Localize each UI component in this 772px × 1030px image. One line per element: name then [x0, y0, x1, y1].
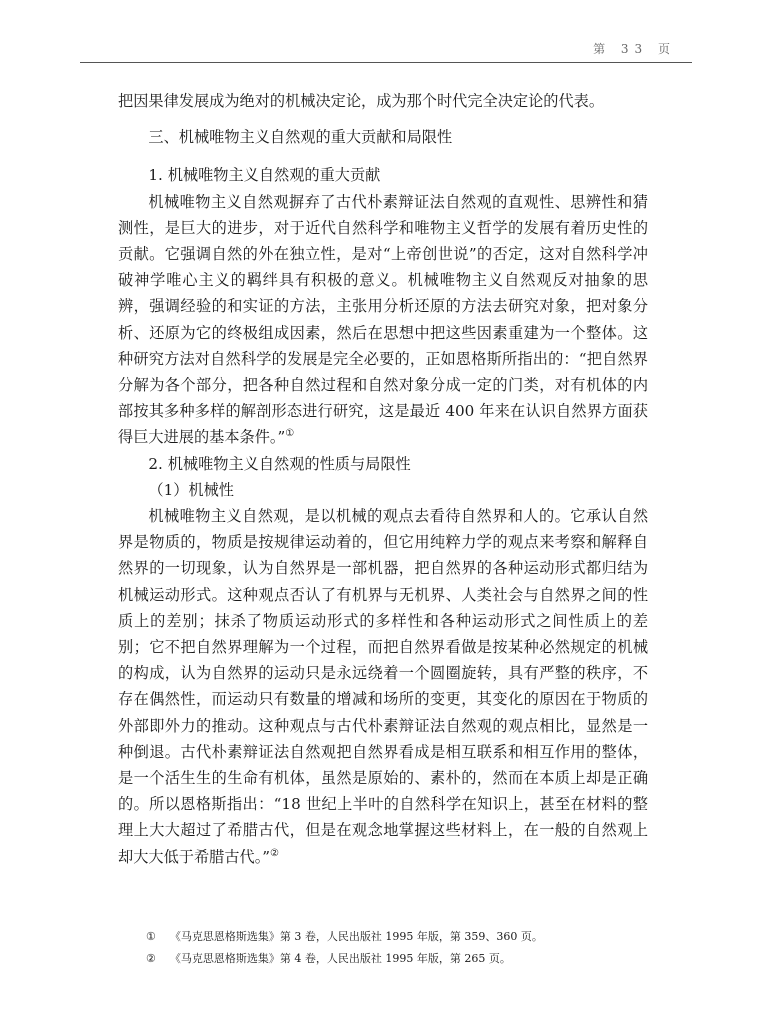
footnotes: [146, 926, 543, 970]
footnote-ref-2: ②: [270, 847, 280, 859]
section-title: 三、机械唯物主义自然观的重大贡献和局限性: [148, 128, 453, 147]
footnote-2: [146, 948, 543, 970]
page-header: [80, 40, 692, 63]
paragraph-intro: 把因果律发展成为绝对的机械决定论，成为那个时代完全决定论的代表。: [118, 92, 604, 110]
paragraph-contributions: [118, 189, 648, 451]
page-number: 第 33 页: [593, 42, 676, 56]
paragraph-mechanical: [118, 503, 648, 870]
footnote-1: [146, 926, 543, 948]
footnote-ref-1: ①: [285, 428, 295, 440]
subsection-title-1: 1. 机械唯物主义自然观的重大贡献: [148, 166, 381, 185]
footnote-mark: ②: [146, 952, 156, 965]
footnote-text: 《马克思恩格斯选集》第 4 卷，人民出版社 1995 年版，第 265 页。: [169, 952, 511, 965]
subsection-title-2-1: （1）机械性: [148, 480, 234, 499]
subsection-title-2: 2. 机械唯物主义自然观的性质与局限性: [148, 454, 411, 473]
page-body: [118, 88, 648, 870]
footnote-text: 《马克思恩格斯选集》第 3 卷，人民出版社 1995 年版，第 359、360 页。: [169, 930, 543, 943]
footnote-mark: ①: [146, 930, 156, 943]
paragraph-contributions-text: 机械唯物主义自然观摒弃了古代朴素辩证法自然观的直观性、思辨性和猜测性，是巨大的进步，对于近代自然科学和唯物主义哲学的发展有着历史性的贡献。它强调自然的外在独立性，是对“上帝创世说”的否定，这对自然科学冲破神学唯心主义的羁绊具有积极的意义。机械唯物主义自然观反对抽象的思辨，强调经验的和实证的方法，主张用分析还原的方法去研究对象，把对象分析、还原为它的终极组成因素，然后在思想中把这些因素重建为一个整体。这种研究方法对自然科学的发展是完全必要的，正如恩格斯所指出的：“把自然界分解为各个部分，把各种自然过程和自然对象分成一定的门类，对有机体的内部按其多种多样的解剖形态进行研究，这是最近 400 年来在认识自然界方面获得巨大进展的基本条件。”: [118, 192, 648, 447]
paragraph-mechanical-text: 机械唯物主义自然观，是以机械的观点去看待自然界和人的。它承认自然界是物质的，物质是按规律运动着的，但它用纯粹力学的观点来考察和解释自然界的一切现象，认为自然界是一部机器，把自然界的各种运动形式都归结为机械运动形式。这种观点否认了有机界与无机界、人类社会与自然界之间的性质上的差别；抹杀了物质运动形式的多样性和各种运动形式之间性质上的差别；它不把自然界理解为一个过程，而把自然界看做是按某种必然规定的机械的构成，认为自然界的运动只是永远绕着一个圆圈旋转，具有严整的秩序，不存在偶然性，而运动只有数量的增减和场所的变更，其变化的原因在于物质的外部即外力的推动。这种观点与古代朴素辩证法自然观的观点相比，显然是一种倒退。古代朴素辩证法自然观把自然界看成是相互联系和相互作用的整体，是一个活生生的生命有机体，虽然是原始的、素朴的，然而在本质上却是正确的。所以恩格斯指出：“18 世纪上半叶的自然科学在知识上，甚至在材料的整理上大大超过了希腊古代，但是在观念地掌握这些材料上，在一般的自然观上却大大低于希腊古代。”: [118, 507, 648, 866]
